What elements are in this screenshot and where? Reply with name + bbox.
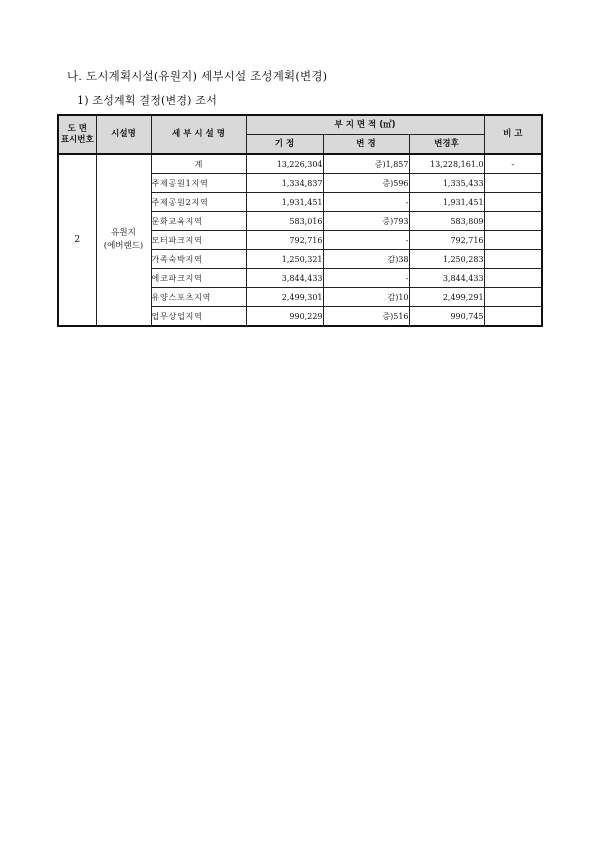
note-cell (484, 193, 542, 212)
detail-name-cell: 모터파크지역 (151, 231, 246, 250)
existing-area-cell: 1,931,451 (246, 193, 323, 212)
change-area-cell: 감)38 (323, 250, 409, 269)
header-existing: 기 정 (246, 135, 323, 155)
header-map-no: 도 면 표시번호 (58, 115, 96, 154)
after-area-cell: 1,335,433 (409, 174, 484, 193)
detail-name-cell: 유양스포츠지역 (151, 288, 246, 307)
facility-subname: (에버랜드) (103, 241, 144, 251)
after-area-cell: 13,228,161.0 (409, 154, 484, 174)
table-row (58, 154, 542, 174)
detail-name-cell: 가족숙박지역 (151, 250, 246, 269)
existing-area-cell: 583,016 (246, 212, 323, 231)
existing-area-cell: 1,334,837 (246, 174, 323, 193)
header-after: 변경후 (409, 135, 484, 155)
header-note: 비 고 (484, 115, 542, 154)
detail-name-cell: 에코파크지역 (151, 269, 246, 288)
header-detail: 세 부 시 설 명 (151, 115, 246, 154)
facility-name: 유원지 (111, 228, 136, 238)
after-area-cell: 2,499,291 (409, 288, 484, 307)
facility-name-cell (96, 154, 151, 326)
note-cell (484, 250, 542, 269)
change-area-cell: - (323, 269, 409, 288)
detail-name-cell: 주제공원1지역 (151, 174, 246, 193)
note-cell (484, 212, 542, 231)
change-area-cell: 증)1,857 (323, 154, 409, 174)
change-area-cell: 감)10 (323, 288, 409, 307)
header-area: 부 지 면 적 (㎡) (246, 115, 484, 135)
map-number-cell: 2 (58, 154, 96, 326)
header-change: 변 경 (323, 135, 409, 155)
after-area-cell: 990,745 (409, 307, 484, 327)
detail-name-cell: 주제공원2지역 (151, 193, 246, 212)
after-area-cell: 1,250,283 (409, 250, 484, 269)
note-cell (484, 231, 542, 250)
section-heading: 나. 도시계획시설(유원지) 세부시설 조성계획(변경) (67, 69, 328, 83)
note-cell (484, 174, 542, 193)
change-area-cell: 증)516 (323, 307, 409, 327)
change-area-cell: 증)596 (323, 174, 409, 193)
existing-area-cell: 3,844,433 (246, 269, 323, 288)
existing-area-cell: 2,499,301 (246, 288, 323, 307)
change-area-cell: - (323, 193, 409, 212)
header-facility: 시설명 (96, 115, 151, 154)
change-area-cell: - (323, 231, 409, 250)
after-area-cell: 3,844,433 (409, 269, 484, 288)
after-area-cell: 583,809 (409, 212, 484, 231)
detail-name-cell: 업무상업지역 (151, 307, 246, 327)
existing-area-cell: 792,716 (246, 231, 323, 250)
note-cell (484, 269, 542, 288)
note-cell (484, 288, 542, 307)
detail-name-cell: 문화교육지역 (151, 212, 246, 231)
note-cell (484, 307, 542, 327)
detail-name-cell: 계 (151, 154, 246, 174)
change-area-cell: 증)793 (323, 212, 409, 231)
existing-area-cell: 1,250,321 (246, 250, 323, 269)
existing-area-cell: 990,229 (246, 307, 323, 327)
plan-table (57, 114, 543, 327)
existing-area-cell: 13,226,304 (246, 154, 323, 174)
after-area-cell: 792,716 (409, 231, 484, 250)
after-area-cell: 1,931,451 (409, 193, 484, 212)
subsection-heading: 1) 조성계획 결정(변경) 조서 (77, 94, 218, 107)
note-cell: - (484, 154, 542, 174)
